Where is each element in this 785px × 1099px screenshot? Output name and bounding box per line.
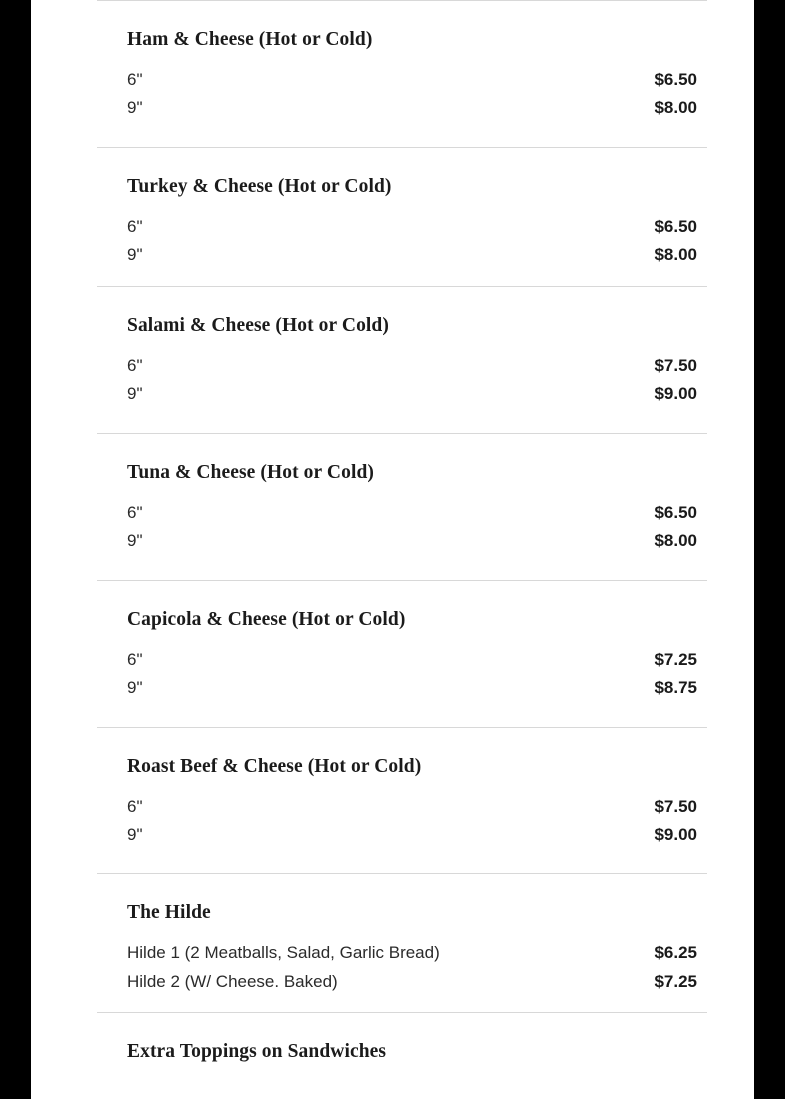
menu-section — [97, 147, 707, 286]
menu-section — [97, 0, 707, 147]
menu-item-name: 9" — [127, 245, 143, 265]
menu-item — [127, 676, 697, 704]
menu-item — [127, 795, 697, 823]
menu-item — [127, 823, 697, 851]
menu-item — [127, 243, 697, 271]
menu-section — [97, 433, 707, 580]
menu-item-price: $9.00 — [654, 824, 697, 844]
menu-item-price: $7.25 — [654, 649, 697, 669]
menu-item-price: $7.25 — [654, 971, 697, 991]
menu-item — [127, 354, 697, 382]
menu-item-name: 6" — [127, 70, 143, 89]
menu-item-name: Hilde 2 (W/ Cheese. Baked) — [127, 971, 338, 991]
section-title: Ham & Cheese (Hot or Cold) — [127, 29, 373, 50]
menu-item-name: 6" — [127, 216, 143, 236]
section-items — [97, 778, 707, 852]
section-title: Turkey & Cheese (Hot or Cold) — [127, 175, 392, 197]
spacer — [97, 558, 707, 580]
spacer — [97, 272, 707, 286]
section-items — [97, 631, 707, 705]
section-items — [97, 484, 707, 558]
menu-section — [97, 727, 707, 874]
menu-item-price: $7.50 — [654, 355, 697, 375]
menu-item-price: $8.00 — [654, 98, 697, 118]
menu-item-price: $8.00 — [654, 531, 697, 551]
menu-item-price: $8.75 — [654, 678, 697, 698]
menu-item — [127, 382, 697, 410]
menu-item-name: 6" — [127, 502, 143, 522]
menu-item-name: 9" — [127, 678, 143, 698]
section-title: Extra Toppings on Sandwiches — [127, 1041, 387, 1063]
section-title: Salami & Cheese (Hot or Cold) — [127, 314, 389, 336]
section-title: Tuna & Cheese (Hot or Cold) — [127, 461, 375, 483]
menu-item-price: $9.00 — [654, 384, 697, 404]
menu-section — [97, 1012, 707, 1063]
menu-item-name: 6" — [127, 355, 143, 375]
menu-item-name: Hilde 1 (2 Meatballs, Salad, Garlic Bread) — [127, 943, 440, 963]
menu-item-name: 9" — [127, 824, 143, 844]
menu-item-name: 9" — [127, 98, 143, 118]
section-items — [97, 198, 707, 272]
menu-page — [31, 0, 754, 1099]
menu-item — [127, 501, 697, 529]
section-items — [97, 51, 707, 125]
spacer — [97, 998, 707, 1012]
section-title: The Hilde — [127, 902, 211, 924]
spacer — [97, 125, 707, 147]
menu-item-price: $6.50 — [654, 502, 697, 522]
menu-item-name: 9" — [127, 531, 143, 551]
section-items — [97, 337, 707, 411]
menu-section — [97, 286, 707, 433]
menu-item — [127, 648, 697, 676]
menu-item-name: 6" — [127, 649, 143, 669]
menu-item-name: 9" — [127, 384, 143, 404]
menu-section — [97, 580, 707, 727]
menu-item-price: $6.25 — [654, 943, 697, 963]
spacer — [97, 851, 707, 873]
menu-item — [127, 96, 697, 124]
section-title: Roast Beef & Cheese (Hot or Cold) — [127, 755, 422, 777]
menu-item — [127, 68, 697, 96]
menu-item — [127, 970, 697, 998]
spacer — [97, 411, 707, 433]
menu-item-price: $7.50 — [654, 796, 697, 816]
menu-item — [127, 215, 697, 243]
menu-item-price: $6.50 — [654, 216, 697, 236]
menu-section — [97, 873, 707, 1012]
spacer — [97, 705, 707, 727]
menu-section-list — [97, 0, 707, 1063]
menu-item — [127, 529, 697, 557]
menu-item-price: $8.00 — [654, 245, 697, 265]
menu-item — [127, 941, 697, 969]
menu-item-name: 6" — [127, 796, 143, 816]
section-title: Capicola & Cheese (Hot or Cold) — [127, 608, 406, 630]
menu-item-price: $6.50 — [654, 70, 697, 89]
section-items — [97, 924, 707, 998]
